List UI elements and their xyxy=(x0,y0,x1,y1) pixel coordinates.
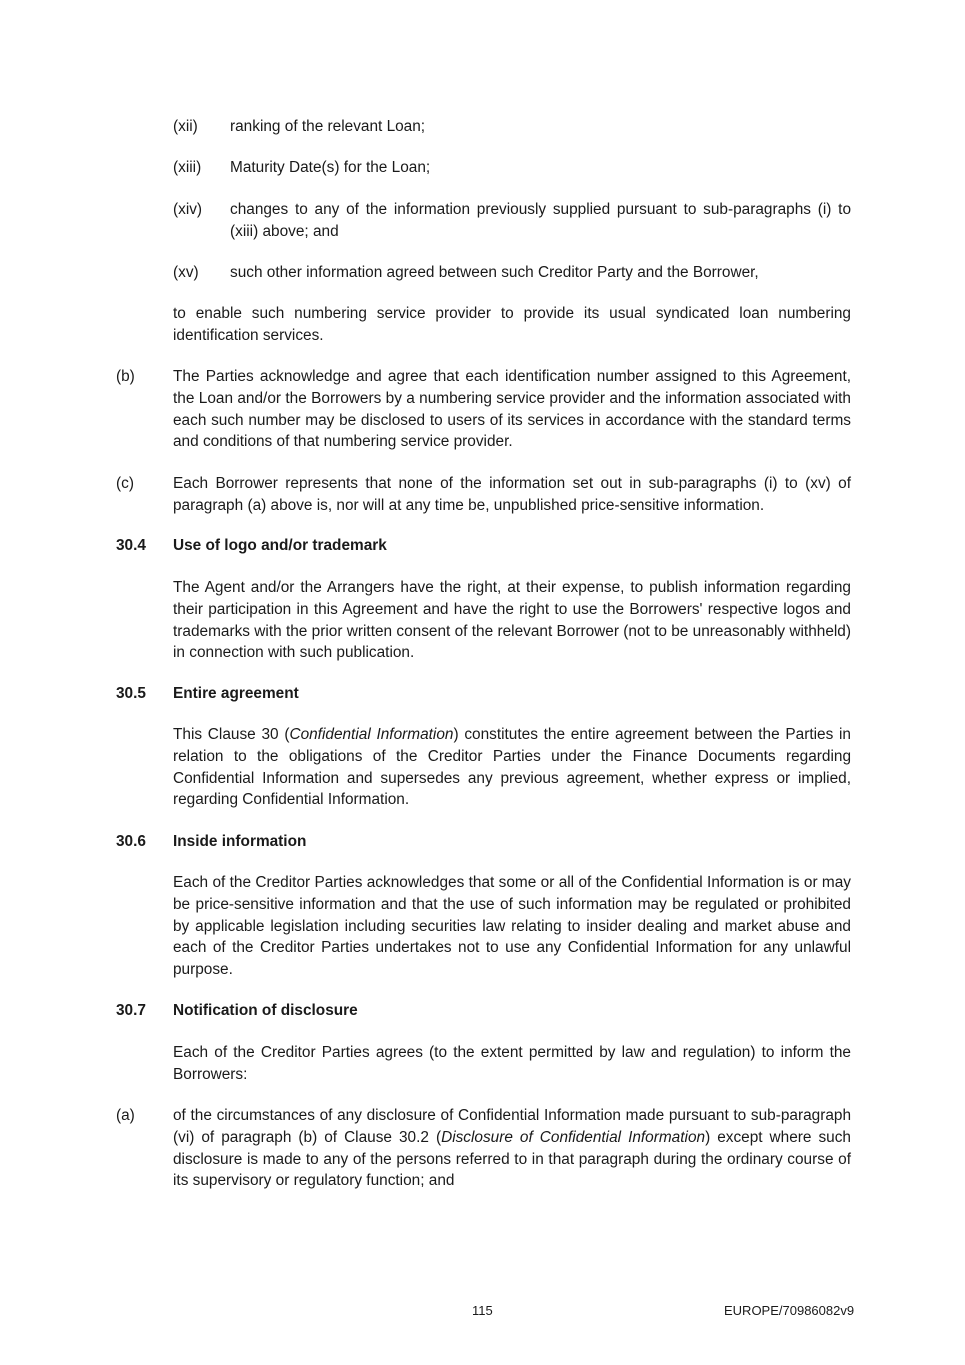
section-number: 30.4 xyxy=(116,537,146,554)
paragraph-text: Each Borrower represents that none of the information set out in sub-paragraphs (i) to (xv) of paragraph (a) above is, nor will at any time be, unpublished price-sensitive information. xyxy=(173,475,851,514)
paragraph-text: of the circumstances of any disclosure of Confidential Information made pursuant to sub-paragraph (vi) of paragraph (b) of Clause 30.2 (Disclosure of Confidential Information) except where such disclosure is made to any of the persons referred to in that paragraph during the ordinary course of its supervisory or regulatory function; and xyxy=(173,1107,851,1190)
item-number: (xiv) xyxy=(173,201,203,218)
item-text: ranking of the relevant Loan; xyxy=(230,118,426,135)
section-number: 30.6 xyxy=(116,833,146,850)
section-number: 30.7 xyxy=(116,1002,146,1019)
item-text: Maturity Date(s) for the Loan; xyxy=(230,159,431,176)
paragraph-number: (a) xyxy=(116,1107,135,1124)
section-heading: Notification of disclosure xyxy=(173,1002,358,1019)
document-reference: EUROPE/70986082v9 xyxy=(724,1303,855,1318)
section-heading: Inside information xyxy=(173,833,307,850)
section-body: Each of the Creditor Parties agrees (to the extent permitted by law and regulation) to inform the Borrowers: xyxy=(173,1044,851,1083)
paragraph-text: The Parties acknowledge and agree that each identification number assigned to this Agreement, the Loan and/or the Borrowers by a numbering service provider and the information associated with each such number may be disclosed to users of its services in accordance with the standard terms and conditions of that numbering service provider. xyxy=(173,368,851,451)
continuation-paragraph: to enable such numbering service provider to provide its usual syndicated loan numbering identification services. xyxy=(173,305,851,344)
item-text: such other information agreed between such Creditor Party and the Borrower, xyxy=(230,264,759,281)
page-number: 115 xyxy=(472,1303,493,1318)
section-body: This Clause 30 (Confidential Information) constitutes the entire agreement between the Parties in relation to the obligations of the Creditor Parties under the Finance Documents regarding Confidential Information and supersedes any previous agreement, whether express or implied, regarding Confidential Information. xyxy=(173,726,851,809)
item-number: (xv) xyxy=(173,264,199,281)
paragraph-number: (c) xyxy=(116,475,134,492)
section-body: The Agent and/or the Arrangers have the right, at their expense, to publish information regarding their participation in this Agreement and have the right to use the Borrowers' respective logos and trademarks with the prior written consent of the relevant Borrower (not to be unreasonably withheld) in connection with such publication. xyxy=(173,579,851,662)
item-number: (xiii) xyxy=(173,159,202,176)
item-number: (xii) xyxy=(173,118,198,135)
section-heading: Entire agreement xyxy=(173,685,299,702)
paragraph-number: (b) xyxy=(116,368,135,385)
item-text: changes to any of the information previously supplied pursuant to sub-paragraphs (i) to (xiii) above; and xyxy=(230,201,851,240)
section-heading: Use of logo and/or trademark xyxy=(173,537,387,554)
section-body: Each of the Creditor Parties acknowledges that some or all of the Confidential Information is or may be price-sensitive information and that the use of such information may be regulated or prohibited by applicable legislation including securities law relating to insider dealing and market abuse and each of the Creditor Parties undertakes not to use any Confidential Information for any unlawful purpose. xyxy=(173,874,851,979)
section-number: 30.5 xyxy=(116,685,146,702)
